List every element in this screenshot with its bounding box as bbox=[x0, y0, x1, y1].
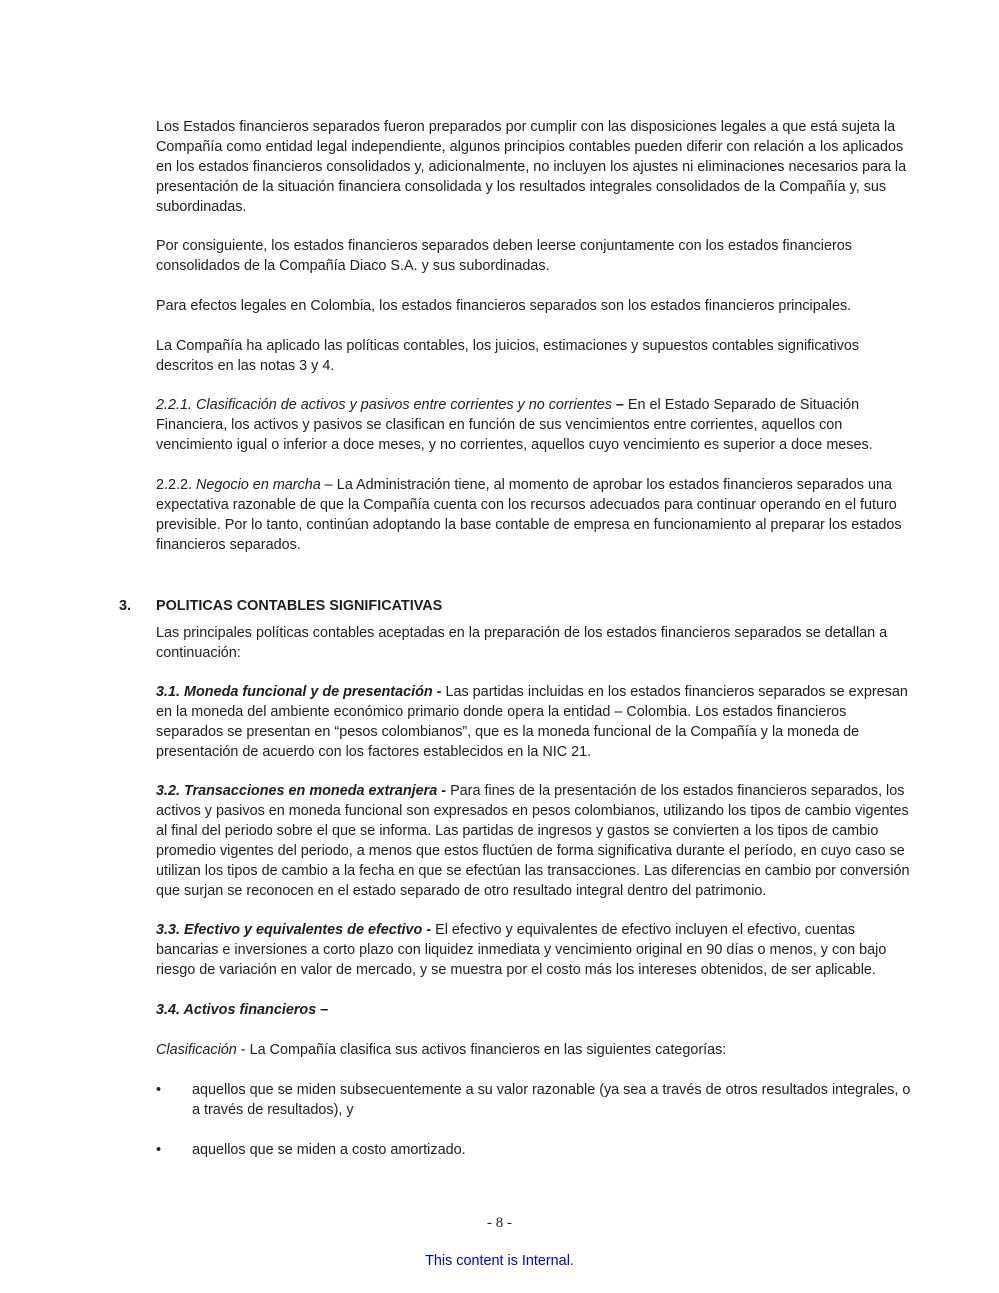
paragraph-separados-purpose: Los Estados financieros separados fueron preparados por cumplir con las disposiciones legales a que está sujeta la Compañía como entidad legal independiente, algunos principios contables pueden diferir con relación a los aplicados en los estados financieros consolidados y, adicionalmente, no incluyen los ajustes ni eliminaciones necesarios para la presentación de la situación financiera consolidada y los resultados integrales consolidados de la Compañía y, sus subordinadas. bbox=[156, 119, 907, 215]
subsection-2-2-1-body: En el Estado Separado de Situación Financiera, los activos y pasivos se clasifican en función de sus vencimientos entre corrientes, aquellos con vencimiento igual o inferior a doce meses, y no corrientes, aquellos cuyo vencimiento es superior a doce meses. bbox=[156, 397, 873, 453]
subsection-3-1-body: Las partidas incluidas en los estados financieros separados se expresan en la moneda del ambiente económico primario donde opera la entidad – Colombia. Los estados financieros separados se presentan en “pesos colombianos”, que es la moneda funcional de la Compañía y la moneda de presentación de acuerdo con los factores establecidos en la NIC 21. bbox=[156, 684, 908, 760]
subsection-2-2-2-body: – La Administración tiene, al momento de aprobar los estados financieros separados una expectativa razonable de que la Compañía cuenta con los recursos adecuados para continuar operando en el futuro previsible. Por lo tanto, continúan adoptando la base contable de empresa en funcionamiento al preparar los estados financieros separados. bbox=[156, 477, 902, 553]
subsection-3-3-body: El efectivo y equivalentes de efectivo incluyen el efectivo, cuentas bancarias e inversiones a corto plazo con liquidez inmediata y vencimiento original en 90 días o menos, y con bajo riesgo de variación en valor de mercado, y se muestra por el costo más los intereses obtenidos, de ser aplicable. bbox=[156, 922, 887, 978]
clasificacion-title: Clasificación bbox=[156, 1042, 237, 1058]
subsection-3-1-title: 3.1. Moneda funcional y de presentación - bbox=[156, 684, 442, 700]
paragraph-2-2-1 bbox=[156, 396, 912, 456]
section-3-heading bbox=[119, 596, 442, 616]
paragraph-3-3 bbox=[156, 921, 912, 981]
subsection-2-2-1-title: 2.2.1. Clasificación de activos y pasivos entre corrientes y no corrientes bbox=[156, 397, 612, 413]
paragraph-consolidated-reading: Por consiguiente, los estados financieros separados deben leerse conjuntamente con los estados financieros consolidados de la Compañía Diaco S.A. y sus subordinadas. bbox=[156, 238, 852, 274]
subsection-3-4-title: 3.4. Activos financieros – bbox=[156, 1002, 329, 1018]
classification-footer: This content is Internal. bbox=[425, 1253, 574, 1269]
paragraph-3-1 bbox=[156, 683, 912, 763]
paragraph-clasificacion bbox=[156, 1041, 912, 1061]
paragraph-3-4 bbox=[156, 1001, 912, 1021]
bullet-icon: • bbox=[156, 1142, 162, 1158]
section-3-number: 3. bbox=[119, 598, 132, 614]
paragraph-legal-effects: Para efectos legales en Colombia, los estados financieros separados son los estados financieros principales. bbox=[156, 298, 852, 314]
subsection-3-2-title: 3.2. Transacciones en moneda extranjera - bbox=[156, 783, 447, 799]
subsection-3-3-title: 3.3. Efectivo y equivalentes de efectivo - bbox=[156, 922, 432, 938]
section-3-title: POLITICAS CONTABLES SIGNIFICATIVAS bbox=[156, 598, 443, 614]
paragraph-2-2-2 bbox=[156, 476, 912, 556]
section-3-intro: Las principales políticas contables aceptadas en la preparación de los estados financieros separados se detallan a continuación: bbox=[156, 625, 888, 661]
subsection-2-2-2-number: 2.2.2. bbox=[156, 477, 197, 493]
list-item-text: aquellos que se miden subsecuentemente a su valor razonable (ya sea a través de otros resultados integrales, o a través de resultados), y bbox=[192, 1082, 911, 1118]
page-number: - 8 - bbox=[487, 1215, 512, 1231]
list-item-text: aquellos que se miden a costo amortizado. bbox=[192, 1142, 466, 1158]
subsection-2-2-2-title: Negocio en marcha bbox=[196, 477, 321, 493]
clasificacion-body: - La Compañía clasifica sus activos financieros en las siguientes categorías: bbox=[236, 1042, 727, 1058]
subsection-3-2-body: Para fines de la presentación de los estados financieros separados, los activos y pasivos en moneda funcional son expresados en pesos colombianos, utilizando los tipos de cambio vigentes al final del periodo sobre el que se informa. Las partidas de ingresos y gastos se convierten a los tipos de cambio promedio vigentes del periodo, a menos que estos fluctúen de forma significativa durante el período, en cuyo caso se utilizan los tipos de cambio a la fecha en que se efectúan las transacciones. Las diferencias en cambio por conversión que surjan se reconocen en el estado separado de otro resultado integral dentro del patrimonio. bbox=[156, 783, 910, 899]
paragraph-3-2 bbox=[156, 782, 912, 901]
paragraph-policies-applied: La Compañía ha aplicado las políticas contables, los juicios, estimaciones y supuestos contables significativos descritos en las notas 3 y 4. bbox=[156, 338, 860, 374]
bullet-icon: • bbox=[156, 1082, 162, 1098]
dash: – bbox=[611, 397, 628, 413]
